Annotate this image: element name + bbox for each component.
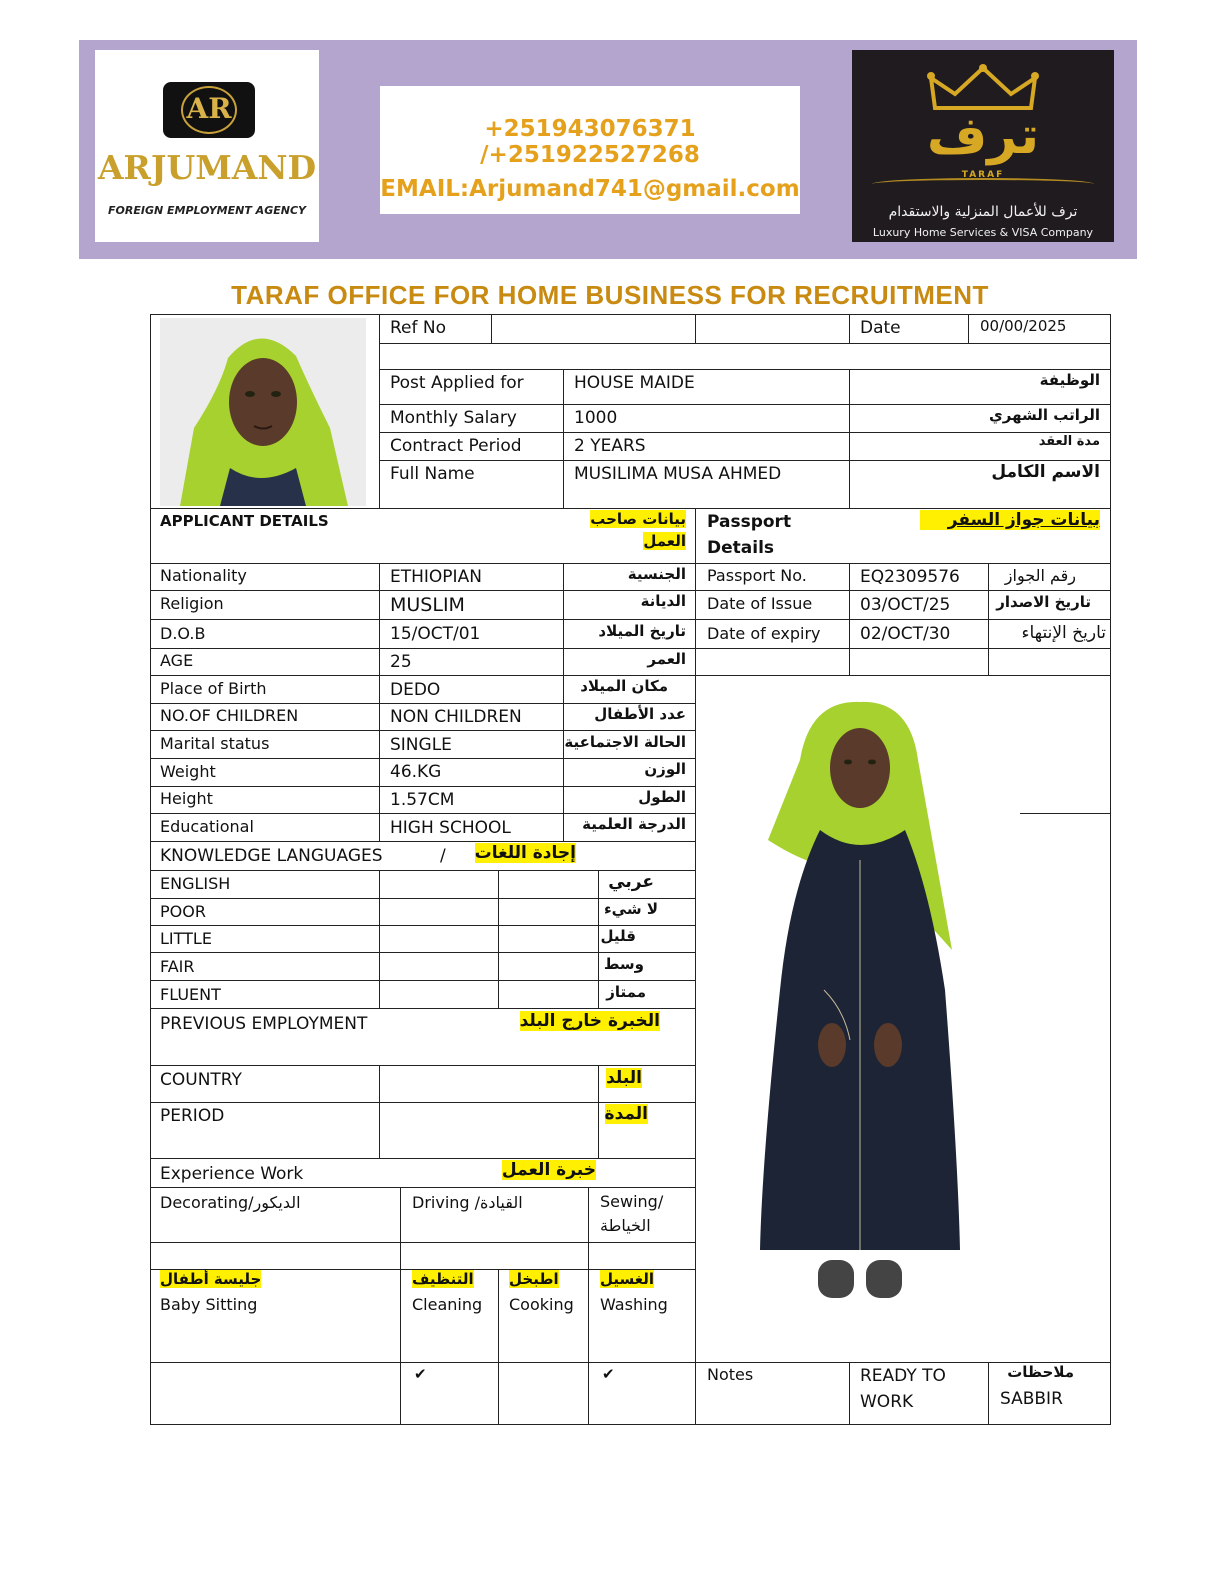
arjumand-name: ARJUMAND — [97, 148, 317, 187]
page-title: TARAF OFFICE FOR HOME BUSINESS FOR RECRUITMENT — [231, 280, 989, 310]
applicant-row-value: ETHIOPIAN — [390, 567, 482, 587]
applicant-row-label: Weight — [160, 762, 216, 781]
language-row-label: FLUENT — [160, 985, 221, 1004]
passport-heading-2: Details — [707, 538, 775, 558]
applicant-row-value: 15/OCT/01 — [390, 624, 481, 644]
language-row-ar: وسط — [603, 955, 644, 973]
ref-no-label: Ref No — [390, 318, 447, 338]
email-address: EMAIL:Arjumand741@gmail.com — [380, 176, 800, 202]
washing-check-icon: ✔ — [602, 1365, 615, 1383]
passport-row-value: 03/OCT/25 — [860, 595, 951, 615]
experience-heading-ar: خبرة العمل — [501, 1160, 596, 1180]
applicant-row-value: SINGLE — [390, 735, 452, 755]
applicant-row-value: NON CHILDREN — [390, 707, 522, 727]
notes-label: Notes — [707, 1365, 754, 1384]
notes-value-2: WORK — [860, 1392, 914, 1412]
language-row-ar: ممتاز — [606, 983, 646, 1001]
applicant-row-label: Nationality — [160, 566, 247, 585]
previous-heading: PREVIOUS EMPLOYMENT — [160, 1014, 368, 1034]
name-label: Full Name — [390, 464, 475, 484]
taraf-brand-en: TARAF — [961, 170, 1005, 180]
applicant-row-label: AGE — [160, 651, 194, 670]
ornament-icon — [872, 178, 1094, 190]
skill-ar: جليسة أطفال — [160, 1270, 262, 1288]
applicant-row-ar: الطول — [638, 788, 686, 806]
applicant-row-ar: الدرجة العلمية — [582, 815, 686, 833]
applicant-row-label: NO.OF CHILDREN — [160, 706, 299, 725]
language-row-label: FAIR — [160, 957, 195, 976]
applicant-row-ar: الحالة الاجتماعية — [564, 733, 686, 751]
date-label: Date — [860, 318, 901, 338]
decorating-label: Decorating/الديكور — [160, 1193, 301, 1212]
applicant-row-value: DEDO — [390, 680, 441, 700]
applicant-row-label: Marital status — [160, 734, 270, 753]
languages-slash: / — [440, 846, 446, 866]
skill-ar: التنظيف — [412, 1270, 474, 1288]
applicant-row-label: D.O.B — [160, 624, 206, 643]
passport-heading-1: Passport — [707, 512, 792, 532]
applicant-photo — [160, 318, 366, 506]
taraf-logo — [852, 50, 1114, 242]
applicant-heading-ar-2: العمل — [643, 532, 686, 550]
applicant-row-value: HIGH SCHOOL — [390, 818, 511, 838]
previous-heading-ar: الخبرة خارج البلد — [519, 1011, 660, 1031]
skill-label: Cooking — [509, 1295, 574, 1314]
applicant-row-value: MUSLIM — [390, 594, 465, 616]
language-row-ar: عربي — [608, 872, 654, 892]
contract-label: Contract Period — [390, 436, 522, 456]
country-label: COUNTRY — [160, 1070, 242, 1090]
languages-heading: KNOWLEDGE LANGUAGES — [160, 846, 383, 866]
contract-value: 2 YEARS — [574, 436, 646, 456]
notes-value-1: READY TO — [860, 1366, 946, 1386]
language-row-label: ENGLISH — [160, 874, 231, 893]
country-label-ar: البلد — [606, 1068, 642, 1088]
languages-heading-ar: إجادة اللغات — [474, 843, 576, 863]
salary-label: Monthly Salary — [390, 408, 517, 428]
cleaning-check-icon: ✔ — [414, 1365, 427, 1383]
applicant-heading: APPLICANT DETAILS — [160, 512, 329, 530]
notes-name: SABBIR — [1000, 1389, 1063, 1409]
applicant-row-ar: الديانة — [640, 592, 686, 610]
applicant-row-label: Place of Birth — [160, 679, 267, 698]
name-label-ar: الاسم الكامل — [991, 462, 1100, 482]
skill-label: Cleaning — [412, 1295, 483, 1314]
phone-numbers: +251943076371 /+251922527268 — [480, 116, 700, 168]
applicant-row-label: Height — [160, 789, 213, 808]
full-body-photo — [740, 690, 980, 1318]
applicant-row-ar: مكان الميلاد — [580, 677, 668, 695]
name-value: MUSILIMA MUSA AHMED — [574, 464, 782, 484]
applicant-row-value: 1.57CM — [390, 790, 455, 810]
date-value: 00/00/2025 — [980, 317, 1067, 335]
taraf-brand-ar: ترف — [926, 106, 1040, 166]
language-row-label: POOR — [160, 902, 206, 921]
applicant-row-ar: العمر — [647, 650, 686, 668]
passport-row-ar: رقم الجواز — [1004, 566, 1076, 585]
applicant-heading-ar-1: بيانات صاحب — [590, 510, 686, 528]
contact-box — [380, 86, 800, 214]
applicant-row-ar: عدد الأطفال — [594, 705, 686, 723]
skill-ar: اطبخل — [509, 1270, 559, 1288]
passport-row-label: Date of Issue — [707, 594, 813, 613]
skill-label: Baby Sitting — [160, 1295, 258, 1314]
applicant-row-label: Religion — [160, 594, 224, 613]
skill-ar: الغسيل — [600, 1270, 655, 1288]
salary-value: 1000 — [574, 408, 618, 428]
passport-row-value: 02/OCT/30 — [860, 624, 951, 644]
passport-row-label: Passport No. — [707, 566, 807, 585]
monogram-text: AR — [186, 92, 232, 125]
language-row-ar: لا شيء — [604, 900, 658, 918]
arjumand-subtitle: FOREIGN EMPLOYMENT AGENCY — [108, 204, 306, 217]
passport-heading-ar: بيانات جواز السفر — [920, 510, 1100, 530]
applicant-row-ar: الجنسية — [627, 565, 686, 583]
passport-row-ar: تاريخ الاصدار — [996, 593, 1091, 611]
arjumand-logo — [95, 50, 319, 242]
taraf-tagline-en: Luxury Home Services & VISA Company — [872, 226, 1094, 239]
driving-label: Driving /القيادة — [412, 1193, 523, 1212]
contract-label-ar: مدة العقد — [1038, 434, 1100, 449]
post-value: HOUSE MAIDE — [574, 373, 695, 393]
post-label: Post Applied for — [390, 373, 524, 393]
language-row-ar: قليل — [600, 927, 636, 945]
period-label-ar: المدة — [604, 1104, 648, 1124]
post-label-ar: الوظيفة — [1039, 371, 1100, 389]
applicant-row-ar: الوزن — [644, 760, 686, 778]
applicant-row-ar: تاريخ الميلاد — [598, 622, 686, 640]
experience-heading: Experience Work — [160, 1164, 304, 1184]
passport-row-ar: تاريخ الإنتهاء — [1021, 623, 1106, 643]
salary-label-ar: الراتب الشهري — [989, 406, 1100, 424]
skill-label: Washing — [600, 1295, 668, 1314]
passport-row-label: Date of expiry — [707, 624, 821, 643]
applicant-row-value: 46.KG — [390, 762, 442, 782]
passport-row-value: EQ2309576 — [860, 567, 960, 587]
period-label: PERIOD — [160, 1106, 225, 1126]
language-row-label: LITTLE — [160, 929, 212, 948]
taraf-tagline-ar: ترف للأعمال المنزلية والاستقدام — [888, 204, 1078, 220]
applicant-row-label: Educational — [160, 817, 254, 836]
notes-label-ar: ملاحظات — [1007, 1363, 1074, 1381]
sewing-label-ar: الخياطة — [600, 1216, 651, 1235]
sewing-label: Sewing/ — [600, 1192, 664, 1211]
monogram-badge — [163, 82, 255, 138]
applicant-row-value: 25 — [390, 652, 412, 672]
